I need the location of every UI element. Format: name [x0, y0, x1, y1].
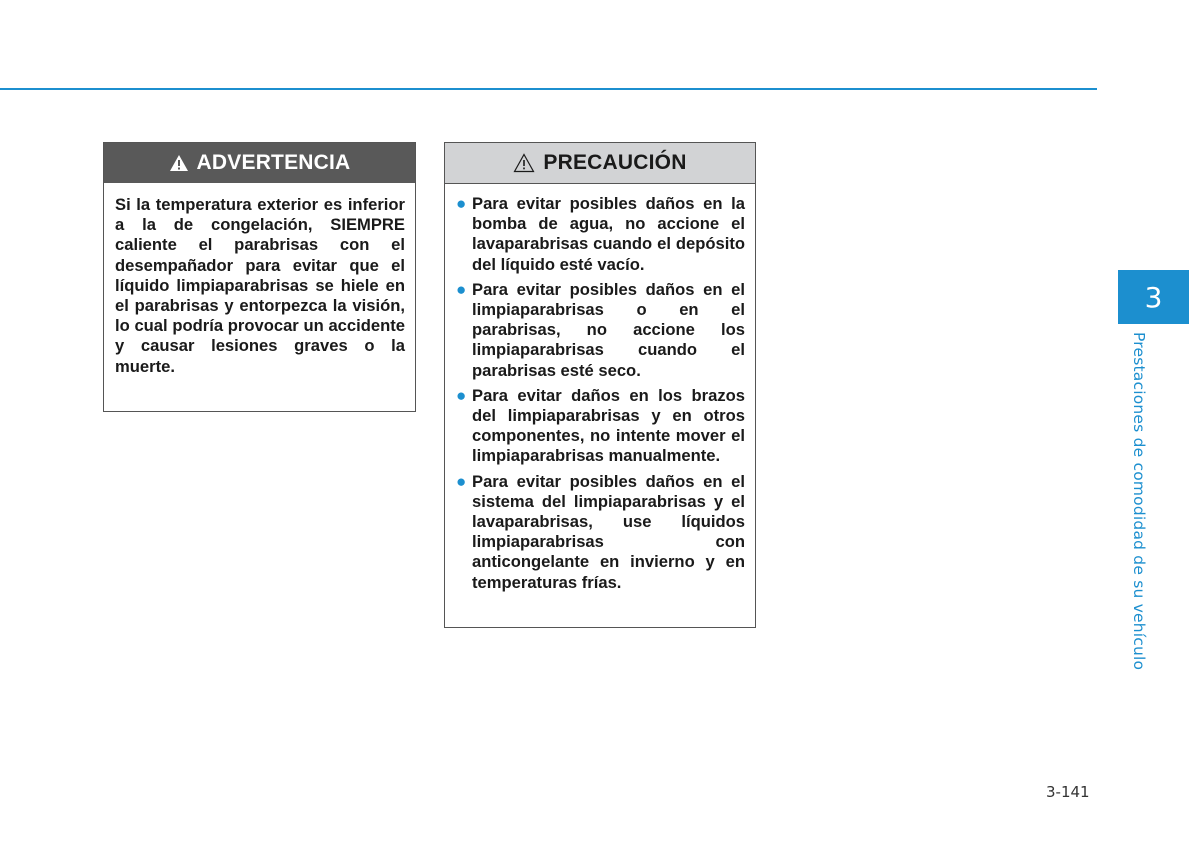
caution-triangle-icon [513, 153, 535, 173]
list-item: ● Para evitar posibles daños en la bomba de agua, no accione el lavaparabrisas cuando el depósito del líquido esté vacío. [456, 194, 745, 274]
warning-box [103, 142, 416, 412]
list-item: ● Para evitar daños en los brazos del limpiaparabrisas y en otros componentes, no intente mover el limpiaparabrisas manualmente. [456, 385, 745, 466]
warning-header [104, 143, 415, 183]
chapter-title: Prestaciones de comodidad de su vehículo [1130, 332, 1148, 671]
caution-title: PRECAUCIÓN [543, 151, 687, 174]
bullet-icon: ● [456, 471, 467, 491]
list-item: ● Para evitar posibles daños en el sistema del limpiaparabrisas y el lavaparabrisas, use líquidos limpiaparabrisas con anticongelante en invierno y en temperaturas frías. [456, 471, 745, 592]
warning-text: Si la temperatura exterior es inferior a la de congelación, SIEMPRE caliente el parabrisas con el desempañador para evitar que el líquido limpiaparabrisas se hiele en el parabrisas y entorpezca la visión, lo cual podría provocar un accidente y causar lesiones graves o la muerte. [115, 195, 405, 376]
caution-box [444, 142, 756, 628]
page-number: 3-141 [1046, 783, 1090, 801]
bullet-icon: ● [456, 194, 467, 213]
header-rule [0, 88, 1097, 90]
list-item: ● Para evitar posibles daños en el limpiaparabrisas o en el parabrisas, no accione los limpiaparabrisas cuando el parabrisas esté seco. [456, 279, 745, 380]
caution-body [445, 184, 755, 593]
warning-title: ADVERTENCIA [196, 151, 351, 174]
caution-header [445, 143, 755, 184]
chapter-number-tab: 3 [1118, 270, 1189, 324]
caution-list [456, 194, 745, 593]
bullet-icon: ● [456, 279, 467, 299]
bullet-icon: ● [456, 385, 467, 405]
warning-triangle-icon [169, 154, 189, 172]
